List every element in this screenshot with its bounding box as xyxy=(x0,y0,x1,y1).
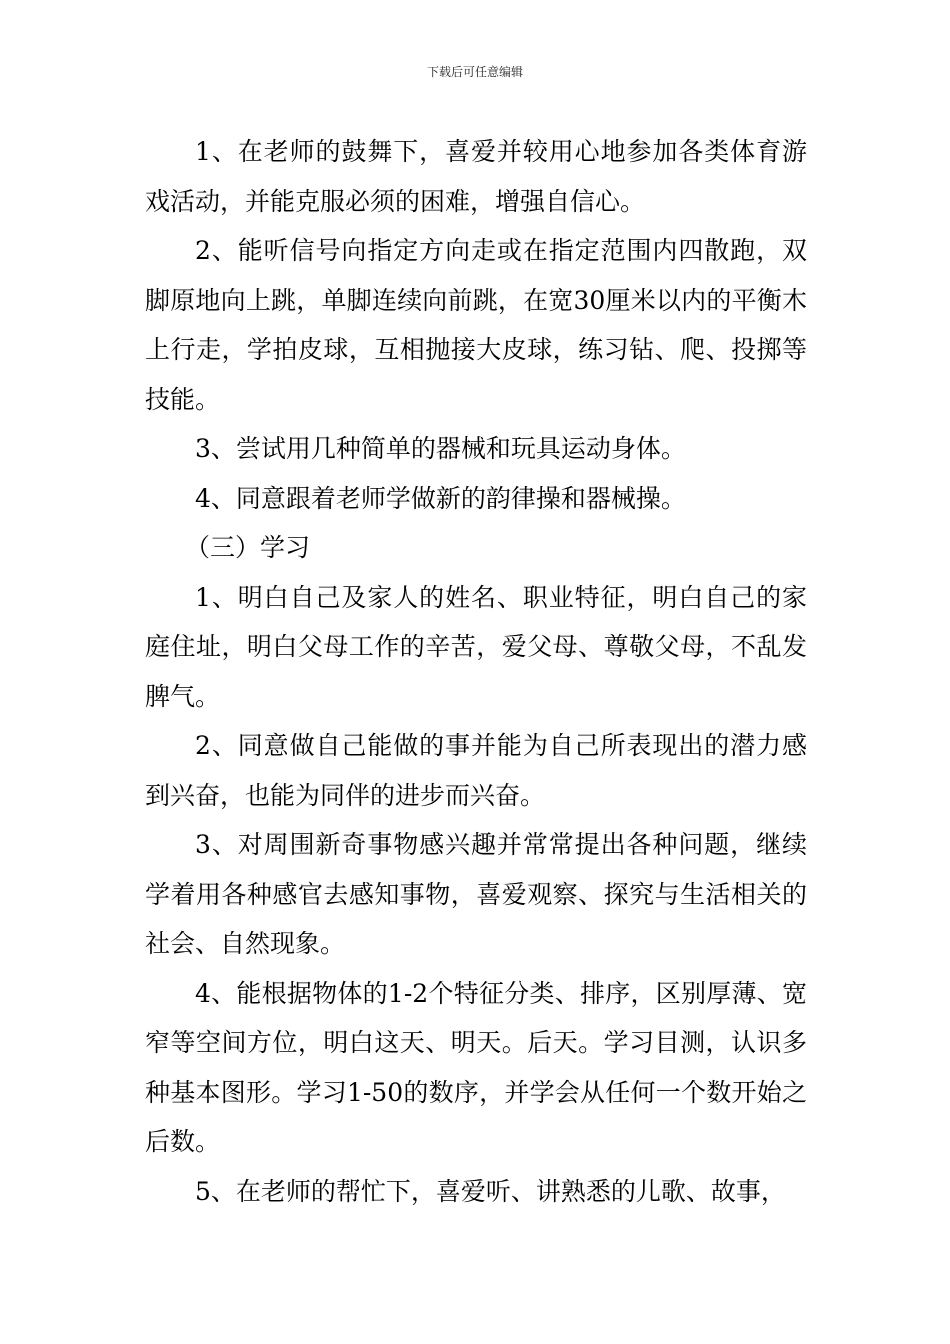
paragraph-pe-goal-3: 3、尝试用几种简单的器械和玩具运动身体。 xyxy=(195,434,686,463)
paragraph-learning-goal-4: 4、能根据物体的1-2个特征分类、排序，区别厚薄、宽窄等空间方位，明白这天、明天。后天。学习目测，认识多种基本图形。学习1-50的数序，并学会从任何一个数开始之后数。 xyxy=(145,978,807,1156)
paragraph-learning-goal-5: 5、在老师的帮忙下，喜爱听、讲熟悉的儿歌、故事， xyxy=(195,1176,786,1206)
section-heading-learning: （三）学习 xyxy=(185,533,311,562)
paragraph-pe-goal-2: 2、能听信号向指定方向走或在指定范围内四散跑，双脚原地向上跳，单脚连续向前跳，在宽30厘米以内的平衡木上行走，学拍皮球，互相抛接大皮球，练习钻、爬、投掷等技能。 xyxy=(145,236,807,414)
document-body xyxy=(145,127,807,1216)
paragraph-learning-goal-1: 1、明白自己及家人的姓名、职业特征，明白自己的家庭住址，明白父母工作的辛苦，爱父母、尊敬父母，不乱发脾气。 xyxy=(145,582,807,711)
paragraph-pe-goal-1: 1、在老师的鼓舞下，喜爱并较用心地参加各类体育游戏活动，并能克服必须的困难，增强自信心。 xyxy=(145,137,807,216)
paragraph-learning-goal-3: 3、对周围新奇事物感兴趣并常常提出各种问题，继续学着用各种感官去感知事物，喜爱观察、探究与生活相关的社会、自然现象。 xyxy=(145,830,807,958)
paragraph-pe-goal-4: 4、同意跟着老师学做新的韵律操和器械操。 xyxy=(195,483,686,513)
paragraph-learning-goal-2: 2、同意做自己能做的事并能为自己所表现出的潜力感到兴奋，也能为同伴的进步而兴奋。 xyxy=(145,731,807,810)
page-header-note: 下载后可任意编辑 xyxy=(426,65,523,79)
